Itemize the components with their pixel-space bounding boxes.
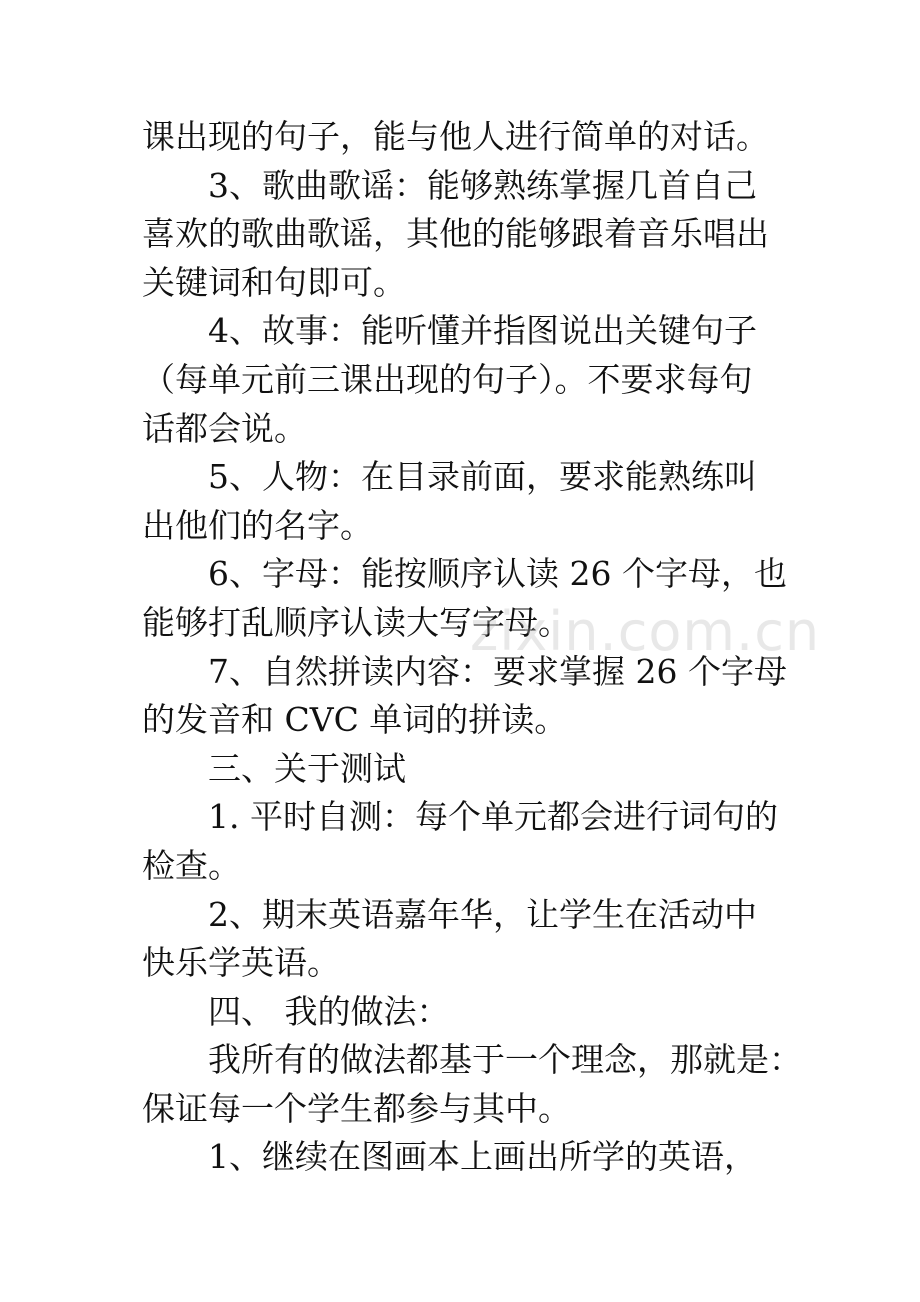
- text-line: 喜欢的歌曲歌谣，其他的能够跟着音乐唱出: [142, 214, 769, 254]
- text-line: 4、故事：能听懂并指图说出关键句子: [208, 311, 757, 351]
- text-line: 5、人物：在目录前面，要求能熟练叫: [208, 457, 757, 497]
- text-line: 7、自然拼读内容：要求掌握 26 个字母: [208, 651, 787, 691]
- text-line: 三、关于测试: [208, 748, 406, 788]
- text-line: 检查。: [142, 845, 241, 885]
- text-line: 1、继续在图画本上画出所学的英语，: [208, 1137, 757, 1177]
- text-line: 6、字母：能按顺序认读 26 个字母，也: [208, 554, 787, 594]
- text-line: 课出现的句子，能与他人进行简单的对话。: [142, 117, 769, 156]
- text-line: 话都会说。: [142, 408, 307, 448]
- text-line: 1. 平时自测：每个单元都会进行词句的: [208, 797, 778, 837]
- text-line: 能够打乱顺序认读大写字母。: [142, 602, 571, 642]
- text-line: 我所有的做法都基于一个理念，那就是：: [208, 1040, 802, 1080]
- watermark: zixin.com.cn: [470, 600, 821, 663]
- text-line: 快乐学英语。: [142, 943, 340, 983]
- text-line: 关键词和句即可。: [142, 262, 406, 302]
- text-line: （每单元前三课出现的句子）。不要求每句: [142, 359, 753, 399]
- text-line: 保证每一个学生都参与其中。: [142, 1088, 571, 1128]
- text-line: 3、歌曲歌谣：能够熟练掌握几首自己: [208, 165, 757, 205]
- text-line: 出他们的名字。: [142, 505, 373, 545]
- text-line: 的发音和 CVC 单词的拼读。: [142, 700, 568, 740]
- text-line: 四、 我的做法：: [208, 991, 450, 1031]
- document-body: [142, 113, 802, 1182]
- text-line: 2、期末英语嘉年华，让学生在活动中: [208, 894, 757, 934]
